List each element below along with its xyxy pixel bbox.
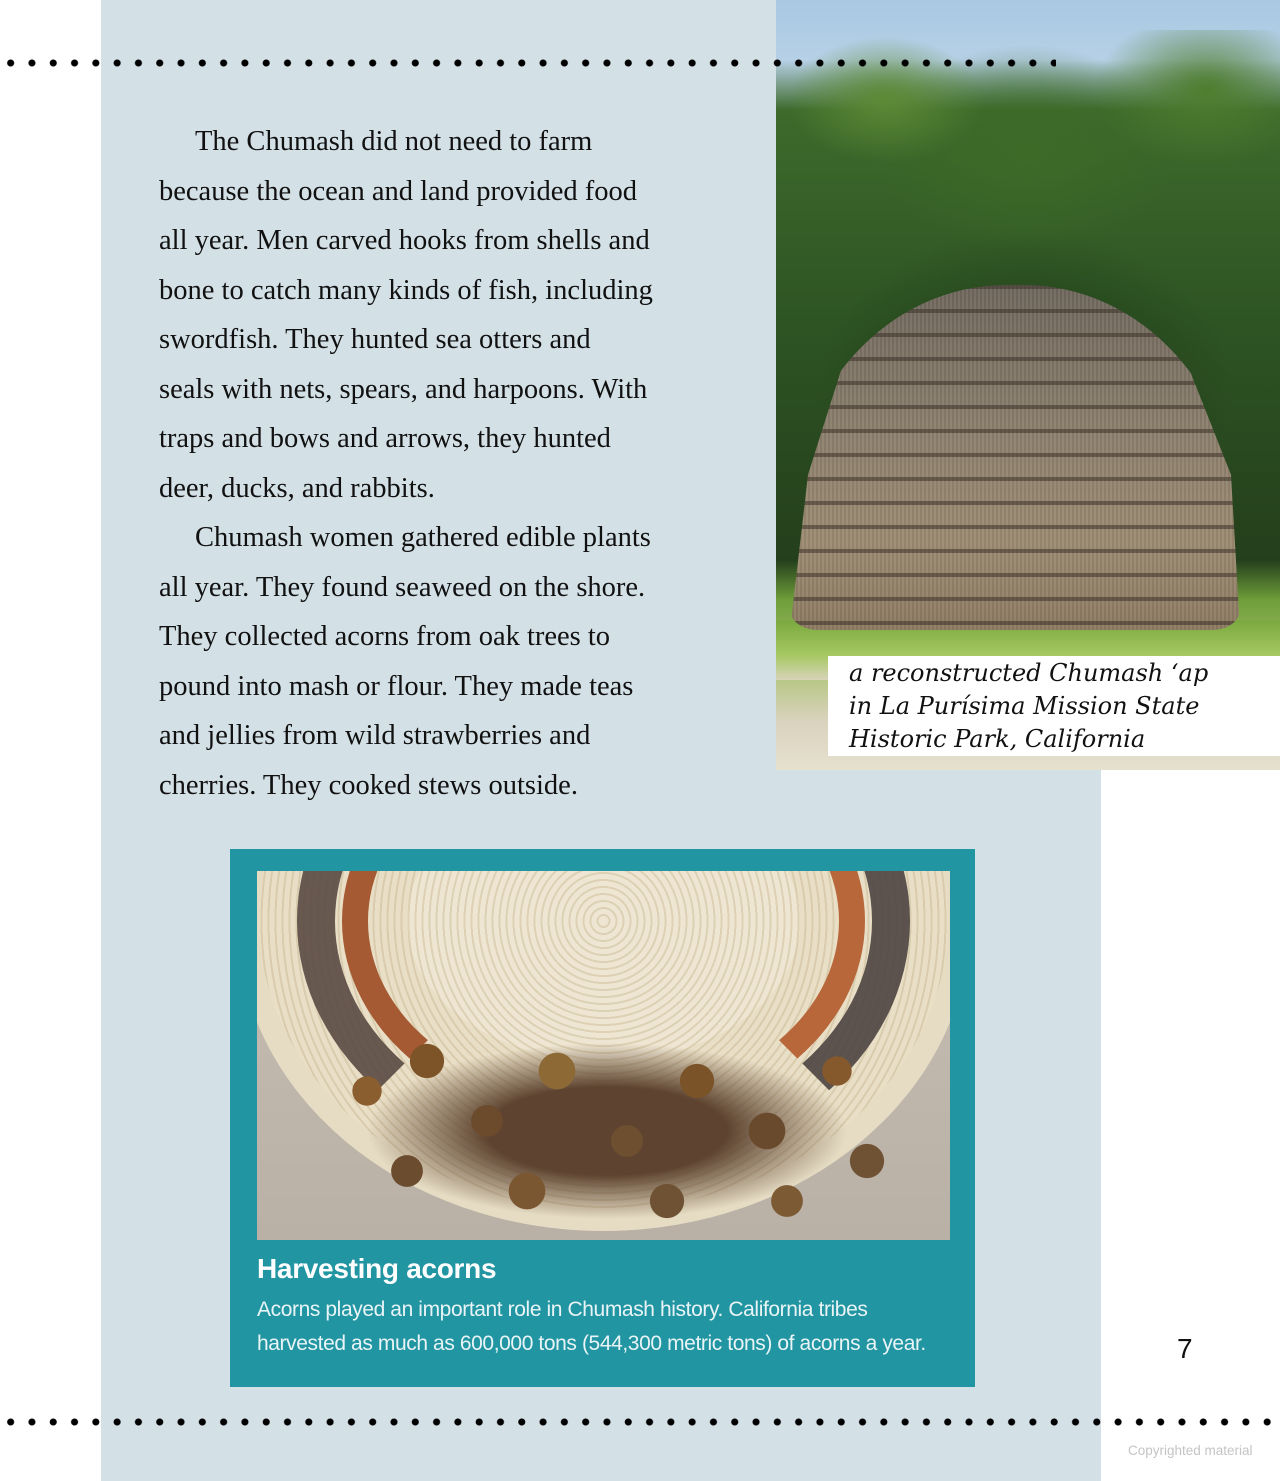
text-line: seals with nets, spears, and harpoons. With — [159, 373, 648, 405]
text-line: traps and bows and arrows, they hunted — [159, 423, 611, 454]
caption-line: in La Purísima Mission State — [849, 692, 1200, 720]
text-line: The Chumash did not need to farm — [195, 126, 593, 157]
paragraph-food-sources — [159, 117, 769, 513]
text-line: all year. They found seaweed on the shore. — [159, 571, 646, 603]
text-line: and jellies from wild strawberries and — [159, 720, 591, 751]
text-line: cherries. They cooked stews outside. — [159, 769, 578, 801]
page-number: 7 — [1177, 1333, 1193, 1364]
acorn-basket-photo — [257, 871, 950, 1240]
description-line: Acorns played an important role in Chumash history. California tribes — [257, 1298, 868, 1321]
text-line: They collected acorns from oak trees to — [159, 621, 611, 652]
acorn-pile — [307, 1011, 907, 1240]
text-line: pound into mash or flour. They made teas — [159, 670, 634, 702]
caption-line: a reconstructed Chumash ‘ap — [849, 659, 1209, 687]
text-line: because the ocean and land provided food — [159, 175, 637, 207]
body-text — [159, 117, 769, 810]
copyright-notice: Copyrighted material — [1128, 1443, 1253, 1458]
text-line: bone to catch many kinds of fish, including — [159, 274, 653, 306]
text-line: deer, ducks, and rabbits. — [159, 472, 435, 504]
description-line: harvested as much as 600,000 tons (544,300 metric tons) of acorns a year. — [257, 1332, 926, 1355]
feature-description — [257, 1293, 967, 1361]
paragraph-gathering — [159, 513, 769, 810]
text-line: all year. Men carved hooks from shells and — [159, 225, 650, 256]
bottom-dotted-divider — [0, 1418, 1280, 1426]
chumash-ap-photo — [776, 0, 1280, 770]
caption-line: Historic Park, California — [849, 725, 1146, 753]
feature-title: Harvesting acorns — [257, 1253, 497, 1284]
top-dotted-divider — [0, 59, 1056, 67]
harvesting-acorns-feature-box — [230, 849, 975, 1387]
text-line: Chumash women gathered edible plants — [195, 522, 651, 553]
text-line: swordfish. They hunted sea otters and — [159, 324, 591, 355]
photo-caption — [828, 656, 1280, 756]
